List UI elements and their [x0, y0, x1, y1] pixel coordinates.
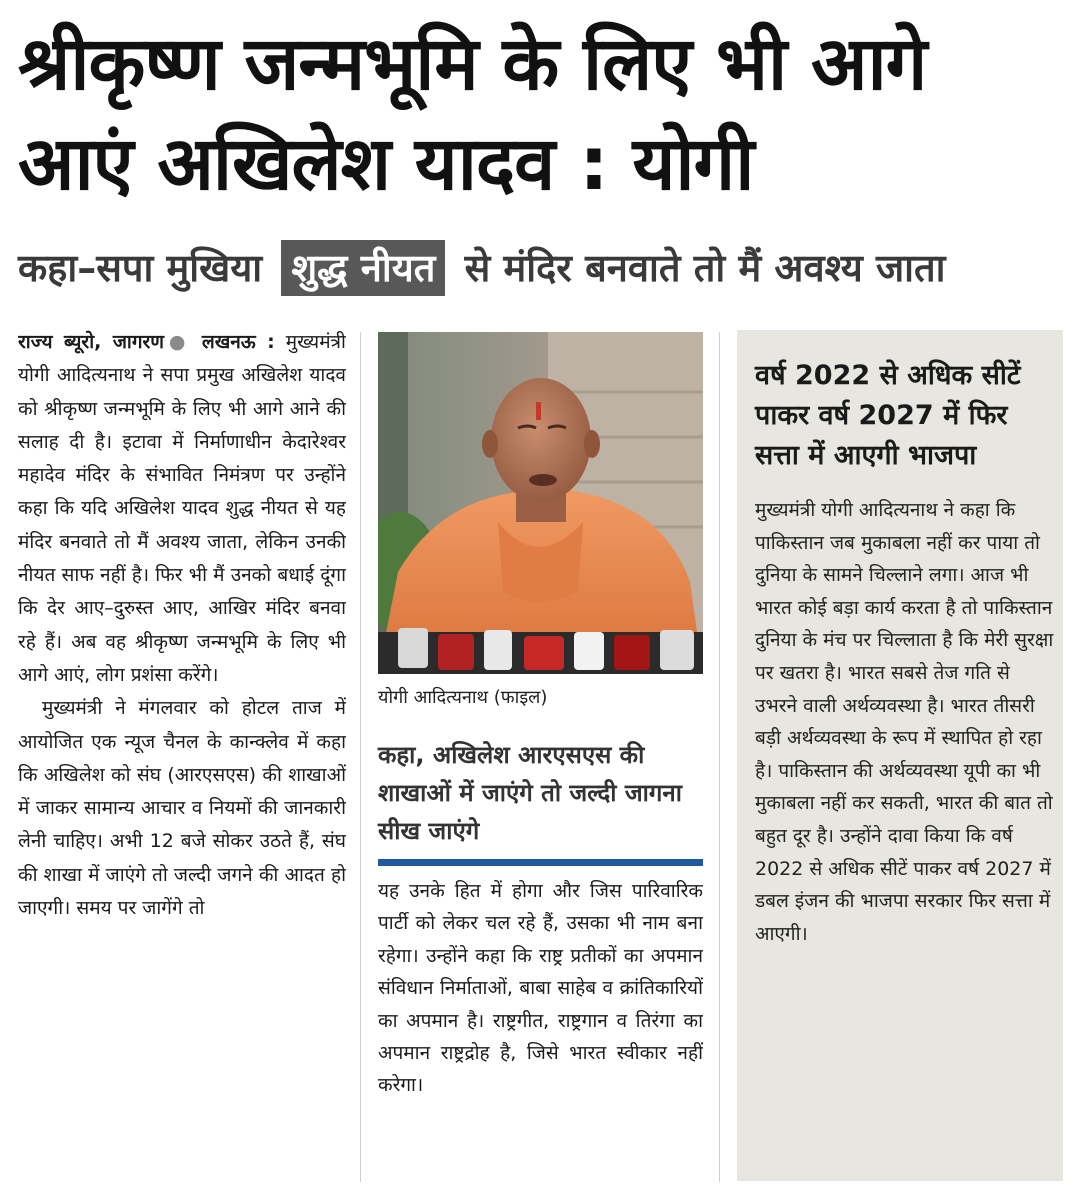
- article-paragraph-2: मुख्यमंत्री ने मंगलवार को होटल ताज में आयोजित एक न्यूज चैनल के कान्क्लेव में कहा कि अखिलेश को संघ (आरएसएस) की शाखाओं में जाकर सामान्य आचार व नियमों की जानकारी लेनी चाहिए। अभी 12 बजे सोकर उठते हैं, संघ की शाखा में जाएंगे तो जल्दी जगने की आदत हो जाएगी। समय पर जागेंगे तो: [18, 697, 346, 920]
- article-text-1: मुख्यमंत्री योगी आदित्यनाथ ने सपा प्रमुख अखिलेश यादव को श्रीकृष्ण जन्मभूमि के लिए भी आगे आने की सलाह दी है। इटावा में निर्माणाधीन केदारेश्वर महादेव मंदिर के संभावित निमंत्रण पर उन्होंने कहा कि यदि अखिलेश यादव शुद्ध नीयत से यह मंदिर बनवाते तो मैं अवश्य जाता, लेकिन उनकी नीयत साफ नहीं है। फिर भी मैं उनको बधाई दूंगा कि देर आए–दुरुस्त आए, आखिर मंदिर बनवा रहे हैं। अब वह श्रीकृष्ण जन्मभूमि के लिए भी आगे आएं, लोग प्रशंसा करेंगे।: [18, 331, 346, 686]
- subhead-highlight: शुद्ध नीयत: [281, 240, 445, 296]
- sidebar-paragraph: मुख्यमंत्री योगी आदित्यनाथ ने कहा कि पाकिस्तान जब मुकाबला नहीं कर पाया तो दुनिया के सामने चिल्लाने लगा। आज भी भारत कोई बड़ा कार्य करता है तो पाकिस्तान दुनिया के मंच पर चिल्लाता है कि मेरी सुरक्षा पर खतरा है। भारत सबसे तेज गति से उभरने वाली अर्थव्यवस्था है। भारत तीसरी बड़ी अर्थव्यवस्था के रूप में स्थापित हो रहा है। पाकिस्तान की अर्थव्यवस्था यूपी का भी मुकाबला नहीं कर सकती, भारत की बात तो बहुत दूर है। उन्होंने दावा किया कि वर्ष 2022 से अधिक सीटें पाकर वर्ष 2027 में डबल इंजन की भाजपा सरकार फिर सत्ता में आएगी।: [755, 499, 1054, 945]
- headline-line-1: श्रीकृष्ण जन्मभूमि के लिए भी आगे: [18, 21, 927, 107]
- pull-quote-rule: [378, 859, 703, 866]
- photo-illustration: [378, 332, 703, 674]
- subhead-before: कहा–सपा मुखिया: [18, 246, 263, 290]
- subheadline: [18, 240, 1068, 296]
- article-column-left: [18, 326, 346, 1196]
- sidebar-box: [737, 330, 1063, 1181]
- photo-caption: योगी आदित्यनाथ (फाइल): [378, 687, 548, 708]
- sidebar-title: वर्ष 2022 से अधिक सीटें पाकर वर्ष 2027 में फिर सत्ता में आएगी भाजपा: [755, 360, 1021, 471]
- subhead-after: से मंदिर बनवाते तो मैं अवश्य जाता: [464, 246, 946, 290]
- article-paragraph-3: यह उनके हित में होगा और जिस पारिवारिक पार्टी को लेकर चल रहे हैं, उसका भी नाम बना रहेगा। उन्होंने कहा कि राष्ट्र प्रतीकों का अपमान संविधान निर्माताओं, बाबा साहेब व क्रांतिकारियों का अपमान है। राष्ट्रगीत, राष्ट्रगान व तिरंगा का अपमान राष्ट्रद्रोह है, जिसे भारत स्वीकार नहीं करेगा।: [378, 880, 703, 1097]
- sidebar-body: [755, 494, 1055, 950]
- pull-quote: कहा, अखिलेश आरएसएस की शाखाओं में जाएंगे तो जल्दी जागना सीख जाएंगे: [378, 741, 682, 845]
- article-paragraph-1: [18, 326, 346, 692]
- article-column-middle: [378, 875, 703, 1185]
- dateline-city: लखनऊ :: [201, 331, 275, 353]
- headline-line-2: आएं अखिलेश यादव : योगी: [18, 121, 754, 207]
- dateline: [18, 331, 275, 353]
- headline: [18, 14, 1063, 214]
- dateline-dot-icon: ●: [164, 331, 191, 353]
- dateline-source: राज्य ब्यूरो, जागरण: [18, 331, 165, 353]
- yogi-photo: [378, 332, 703, 674]
- column-divider-left: [360, 332, 361, 1182]
- column-divider-right: [719, 332, 720, 1182]
